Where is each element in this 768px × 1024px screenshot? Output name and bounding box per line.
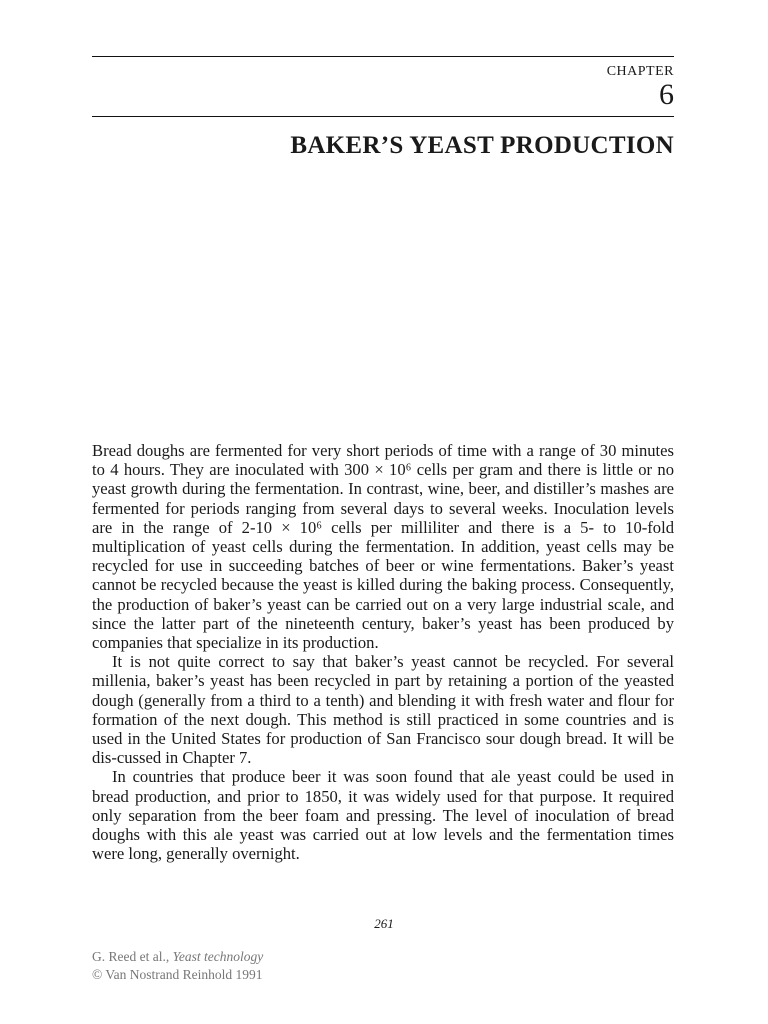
citation-book-title: Yeast technology [172,949,264,964]
header-rule-top [92,56,674,57]
citation-line [92,948,263,966]
chapter-label: CHAPTER [606,64,674,79]
paragraph: It is not quite correct to say that baker’s yeast cannot be recycled. For several millenia, baker’s yeast has been recycled in part by retaining a portion of the yeasted dough (generally from a third to a tenth) and blending it with fresh water and flour for formation of the next dough. This method is still practiced in some countries and is used in the United States for production of San Francisco sour dough bread. It will be dis-cussed in Chapter 7. [92,652,674,768]
citation-authors: G. Reed et al., [92,949,173,964]
paragraph: Bread doughs are fermented for very short periods of time with a range of 30 minutes to 4 hours. They are inoculated with 300 × 10⁶ cells per gram and there is little or no yeast growth during the fermentation. In contrast, wine, beer, and distiller’s mashes are fermented for periods ranging from several days to several weeks. Inoculation levels are in the range of 2-10 × 10⁶ cells per milliliter and there is a 5- to 10-fold multiplication of yeast cells during the fermentation. In addition, yeast cells may be recycled for use in succeeding batches of beer or wine fermentations. Baker’s yeast cannot be recycled because the yeast is killed during the baking process. Consequently, the production of baker’s yeast can be carried out on a very large industrial scale, and since the latter part of the nineteenth century, baker’s yeast has been produced by companies that specialize in its production. [92,441,674,653]
paragraph: In countries that produce beer it was soon found that ale yeast could be used in bread production, and prior to 1850, it was widely used for that purpose. It required only separation from the beer foam and pressing. The level of inoculation of bread doughs with this ale yeast was carried out at low levels and the fermentation times were long, generally overnight. [92,767,674,864]
copyright-line: © Van Nostrand Reinhold 1991 [92,967,263,982]
chapter-title: BAKER’S YEAST PRODUCTION [290,132,674,159]
header-rule-bottom [92,116,674,117]
body-text [92,441,674,863]
chapter-number: 6 [659,78,674,111]
page-number: 261 [374,916,394,931]
footer-citation [92,948,263,984]
